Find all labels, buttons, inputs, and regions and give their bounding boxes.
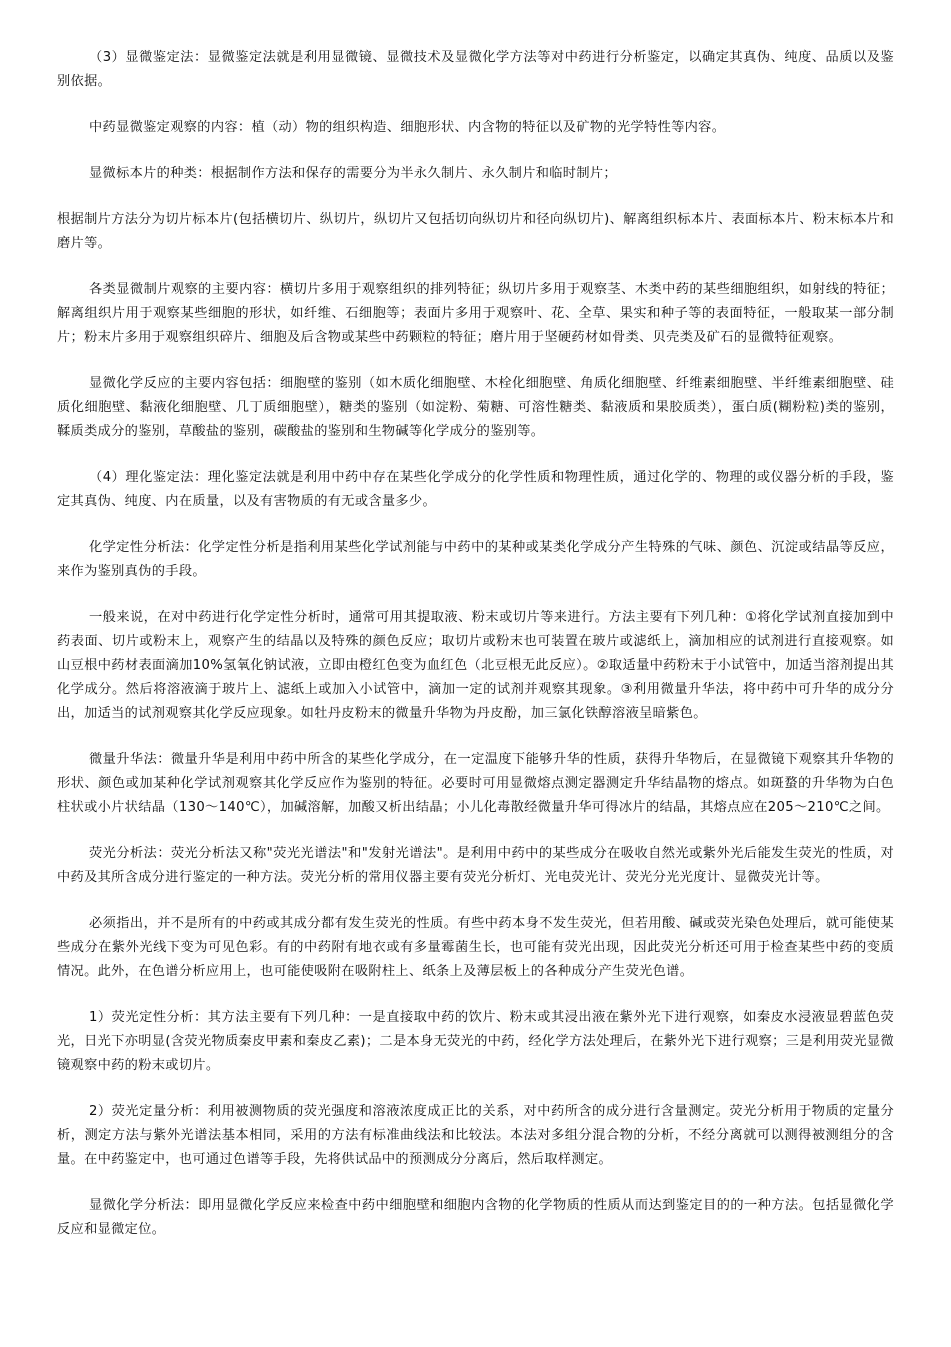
paragraph-slide-observation: 各类显微制片观察的主要内容：横切片多用于观察组织的排列特征；纵切片多用于观察茎、木类中药的某些细胞组织，如射线的特征；解离组织片用于观察某些细胞的形状，如纤维、石细胞等；表面片多用于观察叶、花、全草、果实和种子等的表面特征，一般取某一部分制片；粉末片多用于观察组织碎片、细胞及后含物或某些中药颗粒的特征；磨片用于坚硬药材如骨类、贝壳类及矿石的显微特征观察。 — [57, 282, 894, 345]
paragraph-microchemical-reactions: 显微化学反应的主要内容包括：细胞壁的鉴别（如木质化细胞壁、木栓化细胞壁、角质化细胞壁、纤维素细胞壁、半纤维素细胞壁、硅质化细胞壁、黏液化细胞壁、几丁质细胞壁），糖类的鉴别（如淀粉、菊糖、可溶性糖类、黏液质和果胶质类），蛋白质(糊粉粒)类的鉴别，鞣质类成分的鉴别，草酸盐的鉴别，碳酸盐的鉴别和生物碱等化学成分的鉴别等。 — [57, 376, 894, 439]
paragraph-slide-methods: 根据制片方法分为切片标本片(包括横切片、纵切片，纵切片又包括切向纵切片和径向纵切片)、解离组织标本片、表面标本片、粉末标本片和磨片等。 — [57, 212, 894, 251]
paragraph-fluorescence-quantitative: 2）荧光定量分析：利用被测物质的荧光强度和溶液浓度成正比的关系，对中药所含的成分进行含量测定。荧光分析用于物质的定量分析，测定方法与紫外光谱法基本相同，采用的方法有标准曲线法和比较法。本法对多组分混合物的分析，不经分离就可以测得被测组分的含量。在中药鉴定中，也可通过色谱等手段，先将供试品中的预测成分分离后，然后取样测定。 — [57, 1104, 894, 1167]
paragraph-qualitative-analysis: 化学定性分析法：化学定性分析是指利用某些化学试剂能与中药中的某种或某类化学成分产生特殊的气味、颜色、沉淀或结晶等反应，来作为鉴别真伪的手段。 — [57, 540, 894, 579]
paragraph-fluorescence-note: 必须指出，并不是所有的中药或其成分都有发生荧光的性质。有些中药本身不发生荧光，但若用酸、碱或荧光染色处理后，就可能使某些成分在紫外光线下变为可见色彩。有的中药附有地衣或有多量霉菌生长，也可能有荧光出现，因此荧光分析还可用于检查某些中药的变质情况。此外，在色谱分析应用上，也可能使吸附在吸附柱上、纸条上及薄层板上的各种成分产生荧光色谱。 — [57, 916, 894, 979]
paragraph-qualitative-methods: 一般来说，在对中药进行化学定性分析时，通常可用其提取液、粉末或切片等来进行。方法主要有下列几种：①将化学试剂直接加到中药表面、切片或粉末上，观察产生的结晶以及特殊的颜色反应；取切片或粉末也可装置在玻片或滤纸上，滴加相应的试剂进行直接观察。如山豆根中药材表面滴加10%氢氧化钠试液，立即由橙红色变为血红色（北豆根无此反应）。②取适量中药粉末于小试管中，加适当溶剂提出其化学成分。然后将溶液滴于玻片上、滤纸上或加入小试管中，滴加一定的试剂并观察其现象。③利用微量升华法，将中药中可升华的成分分出，加适当的试剂观察其化学反应现象。如牡丹皮粉末的微量升华物为丹皮酚，加三氯化铁醇溶液呈暗紫色。 — [57, 610, 894, 721]
paragraph-microsublimation: 微量升华法：微量升华是利用中药中所含的某些化学成分，在一定温度下能够升华的性质，获得升华物后，在显微镜下观察其升华物的形状、颜色或加某种化学试剂观察其化学反应作为鉴别的特征。必要时可用显微熔点测定器测定升华结晶物的熔点。如斑蝥的升华物为白色柱状或小片状结晶（130～140℃），加碱溶解，加酸又析出结晶；小儿化毒散经微量升华可得冰片的结晶，其熔点应在205～210℃之间。 — [57, 752, 894, 815]
paragraph-physicochemical-identification: （4）理化鉴定法：理化鉴定法就是利用中药中存在某些化学成分的化学性质和物理性质，通过化学的、物理的或仪器分析的手段，鉴定其真伪、纯度、内在质量，以及有害物质的有无或含量多少。 — [57, 470, 894, 509]
paragraph-observation-content: 中药显微鉴定观察的内容：植（动）物的组织构造、细胞形状、内含物的特征以及矿物的光学特性等内容。 — [89, 120, 726, 135]
paragraph-fluorescence-analysis: 荧光分析法：荧光分析法又称"荧光光谱法"和"发射光谱法"。是利用中药中的某些成分在吸收自然光或紫外光后能发生荧光的性质，对中药及其所含成分进行鉴定的一种方法。荧光分析的常用仪器主要有荧光分析灯、光电荧光计、荧光分光光度计、显微荧光计等。 — [57, 846, 894, 885]
paragraph-microchemical-analysis: 显微化学分析法：即用显微化学反应来检查中药中细胞壁和细胞内含物的化学物质的性质从而达到鉴定目的的一种方法。包括显微化学反应和显微定位。 — [57, 1198, 894, 1237]
paragraph-microscopic-identification: （3）显微鉴定法：显微鉴定法就是利用显微镜、显微技术及显微化学方法等对中药进行分析鉴定，以确定其真伪、纯度、品质以及鉴别依据。 — [57, 50, 894, 89]
paragraph-slide-types: 显微标本片的种类：根据制作方法和保存的需要分为半永久制片、永久制片和临时制片； — [89, 166, 617, 181]
paragraph-fluorescence-qualitative: 1）荧光定性分析：其方法主要有下列几种：一是直接取中药的饮片、粉末或其浸出液在紫外光下进行观察，如秦皮水浸液显碧蓝色荧光，日光下亦明显(含荧光物质秦皮甲素和秦皮乙素)；二是本身无荧光的中药，经化学方法处理后，在紫外光下进行观察；三是利用荧光显微镜观察中药的粉末或切片。 — [57, 1010, 894, 1073]
